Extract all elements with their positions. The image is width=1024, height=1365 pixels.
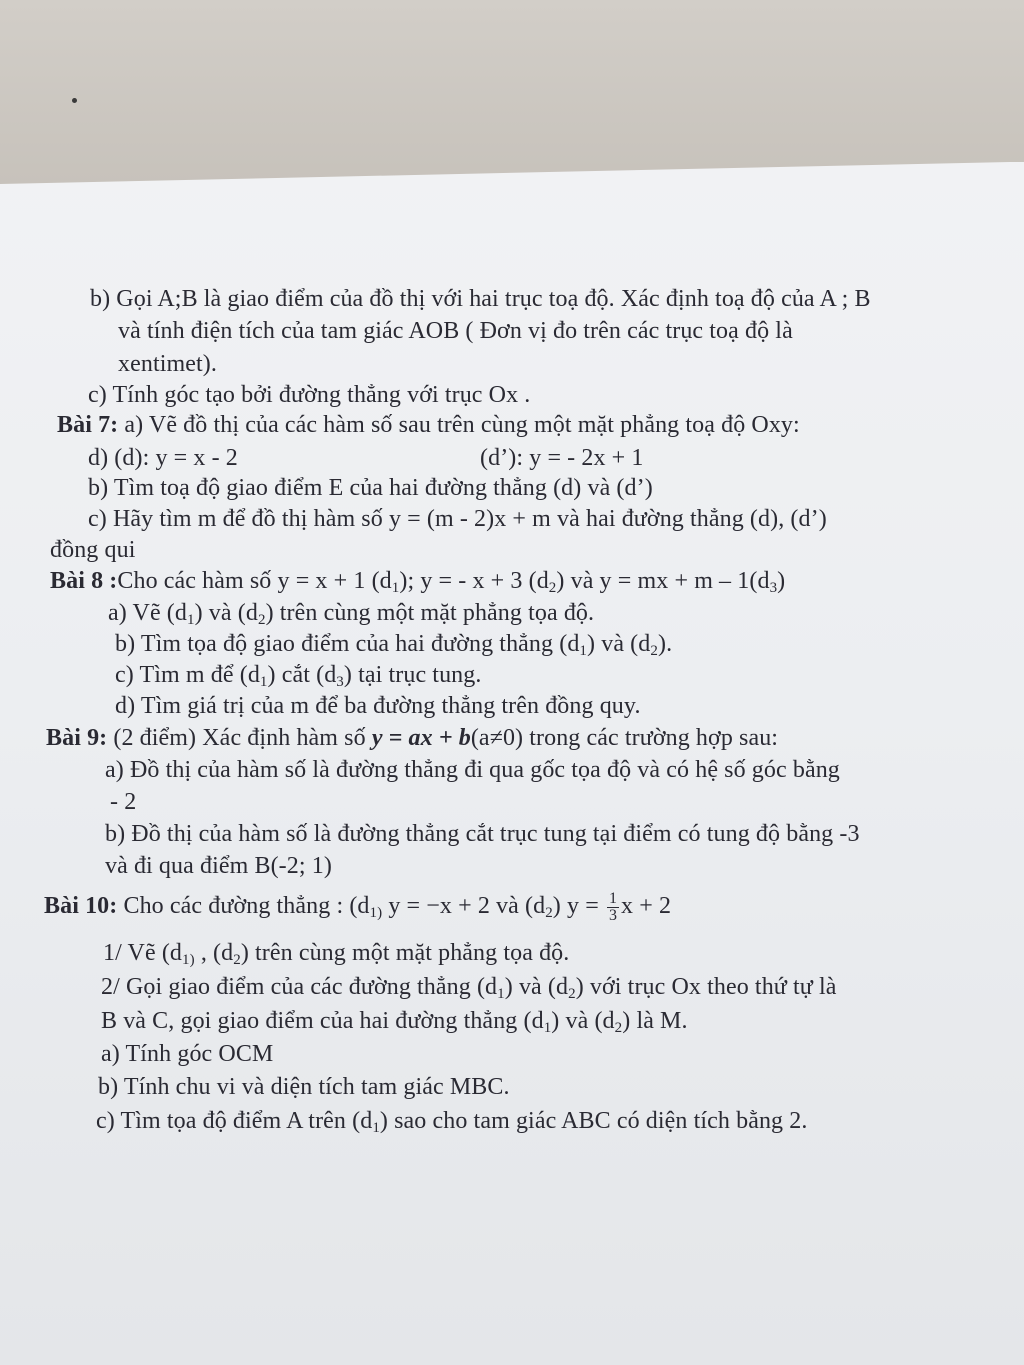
b10-title: Bài 10: — [44, 893, 118, 920]
sub-1-paren: 1) — [182, 952, 195, 968]
b9-b-line1: b) Đồ thị của hàm số là đường thẳng cắt trục tung tại điểm có tung độ bằng -3 — [105, 821, 860, 847]
b7-title: Bài 7: — [57, 412, 119, 438]
b10-p3-part1: B và C, gọi giao điểm của hai đường thẳng (d — [101, 1008, 544, 1034]
b8-a-part1: a) Vẽ (d — [108, 600, 187, 626]
b10-p1-part3: ) trên cùng một mặt phẳng tọa độ. — [240, 940, 570, 966]
b7-intro — [57, 410, 800, 440]
sub-1: 1 — [259, 674, 268, 690]
b8-b-line — [115, 629, 672, 659]
b8-b-part3: ). — [657, 631, 673, 657]
sub-1: 1 — [579, 643, 588, 659]
fraction-one-third — [607, 891, 619, 924]
b10-intro — [44, 891, 671, 924]
b9-title: Bài 9: — [46, 725, 108, 751]
b8-intro-c: ) và y = mx + m – 1(d — [556, 568, 770, 594]
b10-c-part1: c) Tìm tọa độ điểm A trên (d — [96, 1108, 373, 1134]
b6-b-line3: xentimet). — [118, 351, 217, 377]
b10-p3-part2: ) và (d — [551, 1008, 615, 1034]
b10-c-part2: ) sao cho tam giác ABC có diện tích bằng 2. — [379, 1108, 808, 1134]
b10-p3-part3: ) là M. — [622, 1008, 688, 1034]
b8-b-part2: ) và (d — [587, 631, 651, 657]
b10-intro-c: ) y = — [552, 893, 605, 920]
sub-2: 2 — [545, 905, 553, 922]
b10-intro-d: x + 2 — [621, 893, 672, 920]
b8-c-part1: c) Tìm m để (d — [115, 662, 260, 688]
sub-2: 2 — [548, 580, 557, 596]
b8-a-part3: ) trên cùng một mặt phẳng tọa độ. — [265, 600, 595, 626]
b8-intro-d: ) — [777, 568, 786, 594]
b9-intro — [46, 723, 778, 753]
sub-1: 1 — [543, 1020, 552, 1036]
b10-intro-a: Cho các đường thẳng : (d — [117, 893, 370, 920]
b10-b-line: b) Tính chu vi và diện tích tam giác MBC. — [98, 1074, 510, 1100]
b6-c-line: c) Tính góc tạo bởi đường thẳng với trục Ox . — [88, 382, 531, 408]
b7-c-line2: đồng qui — [50, 537, 136, 563]
b7-c-line1: c) Hãy tìm m để đồ thị hàm số y = (m - 2)x + m và hai đường thẳng (d), (d’) — [88, 506, 827, 532]
b9-a-line2: - 2 — [110, 789, 137, 815]
b10-p2-part3: ) với trục Ox theo thứ tự là — [575, 974, 837, 1000]
b10-p2-part1: 2/ Gọi giao điểm của các đường thẳng (d — [101, 974, 498, 1000]
b8-d-line: d) Tìm giá trị của m để ba đường thẳng trên đồng quy. — [115, 693, 641, 719]
b10-p2-part2: ) và (d — [504, 974, 569, 1000]
b10-p1-part1: 1/ Vẽ (d — [103, 940, 183, 966]
b7-intro-text: a) Vẽ đồ thị của các hàm số sau trên cùng một mặt phẳng toạ độ Oxy: — [118, 412, 800, 438]
dust-speck — [72, 98, 77, 103]
sub-1: 1 — [497, 986, 505, 1002]
b9-b-line2: và đi qua điểm B(-2; 1) — [105, 853, 332, 879]
b10-c-line — [96, 1106, 807, 1136]
b10-a-line: a) Tính góc OCM — [101, 1041, 274, 1067]
b8-a-line — [108, 598, 594, 628]
b8-title: Bài 8 : — [50, 568, 118, 594]
b8-intro-b: ); y = - x + 3 (d — [399, 568, 549, 594]
sub-1: 1 — [372, 1120, 380, 1136]
fraction-numerator: 1 — [608, 890, 618, 907]
sub-1-paren: 1) — [369, 905, 383, 922]
b8-b-part1: b) Tìm tọa độ giao điểm của hai đường thẳng (d — [115, 631, 580, 657]
b8-c-line — [115, 660, 481, 690]
b8-a-part2: ) và (d — [194, 600, 258, 626]
b8-intro-a: Cho các hàm số y = x + 1 (d — [117, 568, 392, 594]
b10-p1-line — [103, 938, 569, 968]
b7-d-equation: d) (d): y = x - 2 — [88, 445, 238, 471]
b9-intro-b: (a≠0) trong các trường hợp sau: — [470, 725, 779, 751]
b7-b-line: b) Tìm toạ độ giao điểm E của hai đường thẳng (d) và (d’) — [88, 475, 653, 501]
b10-p1-part2: , (d — [194, 940, 234, 966]
b7-dprime-equation: (d’): y = - 2x + 1 — [480, 445, 644, 471]
sub-2: 2 — [650, 643, 658, 659]
b9-a-line1: a) Đồ thị của hàm số là đường thẳng đi qua gốc tọa độ và có hệ số góc bằng — [105, 757, 840, 783]
sub-2: 2 — [568, 986, 576, 1002]
b8-c-part3: ) tại trục tung. — [343, 662, 482, 688]
b9-intro-a: (2 điểm) Xác định hàm số — [107, 725, 372, 751]
b10-p2-line — [101, 972, 837, 1002]
sub-3: 3 — [336, 674, 344, 690]
sub-2: 2 — [233, 952, 241, 968]
b6-b-line1: b) Gọi A;B là giao điểm của đồ thị với hai trục toạ độ. Xác định toạ độ của A ; B — [90, 286, 871, 312]
b10-p3-line — [101, 1006, 688, 1036]
b9-formula: y = ax + b — [371, 725, 471, 751]
sub-3: 3 — [769, 580, 778, 596]
b8-intro — [50, 566, 785, 596]
sub-1: 1 — [187, 612, 195, 628]
b8-c-part2: ) cắt (d — [267, 662, 337, 688]
fraction-denominator: 3 — [608, 907, 618, 924]
sub-2: 2 — [614, 1020, 623, 1036]
sub-2: 2 — [257, 612, 266, 628]
b10-intro-b: y = −x + 2 và (d — [382, 893, 546, 920]
sub-1: 1 — [391, 580, 400, 596]
b6-b-line2: và tính điện tích của tam giác AOB ( Đơn vị đo trên các trục toạ độ là — [118, 318, 793, 344]
